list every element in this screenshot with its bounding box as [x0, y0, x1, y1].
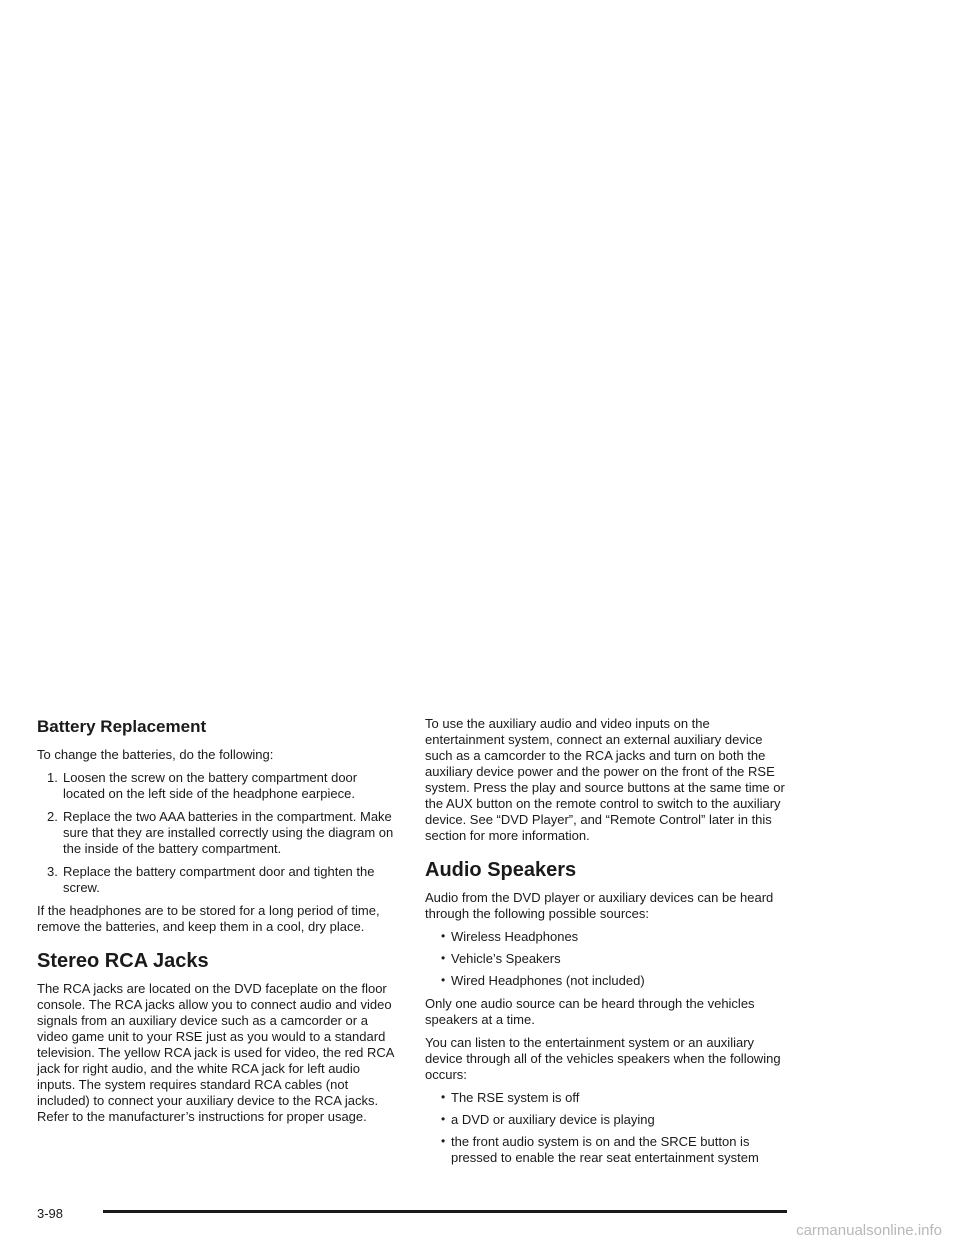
step-text: Loosen the screw on the battery compartment door located on the left side of the headphone earpiece. — [63, 770, 358, 801]
list-item — [37, 864, 395, 896]
watermark: carmanualsonline.info — [796, 1222, 942, 1239]
list-item — [425, 1090, 785, 1106]
step-number: 3. — [47, 864, 58, 879]
list-item — [425, 1112, 785, 1128]
right-column — [425, 716, 785, 1173]
step-text: Replace the battery compartment door and tighten the screw. — [63, 864, 375, 895]
condition-text: a DVD or auxiliary device is playing — [451, 1112, 655, 1127]
bullet-icon: • — [441, 951, 446, 965]
list-item — [425, 929, 785, 945]
list-item — [425, 951, 785, 967]
source-text: Wireless Headphones — [451, 929, 579, 944]
step-number: 2. — [47, 809, 58, 824]
list-item — [37, 770, 395, 802]
rca-paragraph: The RCA jacks are located on the DVD faceplate on the floor console. The RCA jacks allow you to connect audio and video signals from an auxiliary device such as a camcorder or a video game unit to your RSE just as you would to a standard television. The yellow RCA jack is used for video, the red RCA jack for right audio, and the white RCA jack for left audio inputs. The system requires standard RCA cables (not included) to connect your auxiliary device to the RCA jacks. Refer to the manufacturer’s instructions for proper usage. — [37, 981, 394, 1124]
step-text: Replace the two AAA batteries in the compartment. Make sure that they are installed correctly using the diagram on the inside of the battery compartment. — [63, 809, 394, 856]
list-item — [425, 1134, 785, 1166]
bullet-icon: • — [441, 1112, 446, 1126]
battery-replacement-heading: Battery Replacement — [37, 717, 207, 736]
battery-intro: To change the batteries, do the following: — [37, 747, 274, 762]
bullet-icon: • — [441, 929, 446, 943]
bullet-icon: • — [441, 1134, 446, 1148]
left-column — [37, 716, 395, 1132]
condition-text: The RSE system is off — [451, 1090, 580, 1105]
aux-inputs-paragraph: To use the auxiliary audio and video inputs on the entertainment system, connect an external auxiliary device such as a camcorder to the RCA jacks and turn on both the auxiliary device power and the power on the front of the RSE system. Press the play and source buttons at the same time or the AUX button on the remote control to switch to the auxiliary device. See “DVD Player”, and “Remote Control” later in this section for more information. — [425, 716, 785, 843]
listen-paragraph: You can listen to the entertainment system or an auxiliary device through all of the vehicles speakers when the following occurs: — [425, 1035, 781, 1082]
bullet-icon: • — [441, 1090, 446, 1104]
conditions-list — [425, 1090, 785, 1166]
battery-steps-list — [37, 770, 395, 896]
source-text: Wired Headphones (not included) — [451, 973, 645, 988]
audio-speakers-heading: Audio Speakers — [425, 859, 577, 881]
list-item — [37, 809, 395, 857]
storage-paragraph: If the headphones are to be stored for a long period of time, remove the batteries, and keep them in a cool, dry place. — [37, 903, 380, 934]
bullet-icon: • — [441, 973, 446, 987]
stereo-rca-jacks-heading: Stereo RCA Jacks — [37, 950, 209, 972]
list-item — [425, 973, 785, 989]
audio-sources-list — [425, 929, 785, 989]
source-text: Vehicle’s Speakers — [451, 951, 561, 966]
condition-text: the front audio system is on and the SRCE button is pressed to enable the rear seat entertainment system — [451, 1134, 759, 1165]
only-one-source-paragraph: Only one audio source can be heard through the vehicles speakers at a time. — [425, 996, 755, 1027]
step-number: 1. — [47, 770, 58, 785]
footer-rule — [103, 1210, 787, 1213]
speakers-intro: Audio from the DVD player or auxiliary devices can be heard through the following possible sources: — [425, 890, 774, 921]
page-number: 3-98 — [37, 1206, 64, 1221]
